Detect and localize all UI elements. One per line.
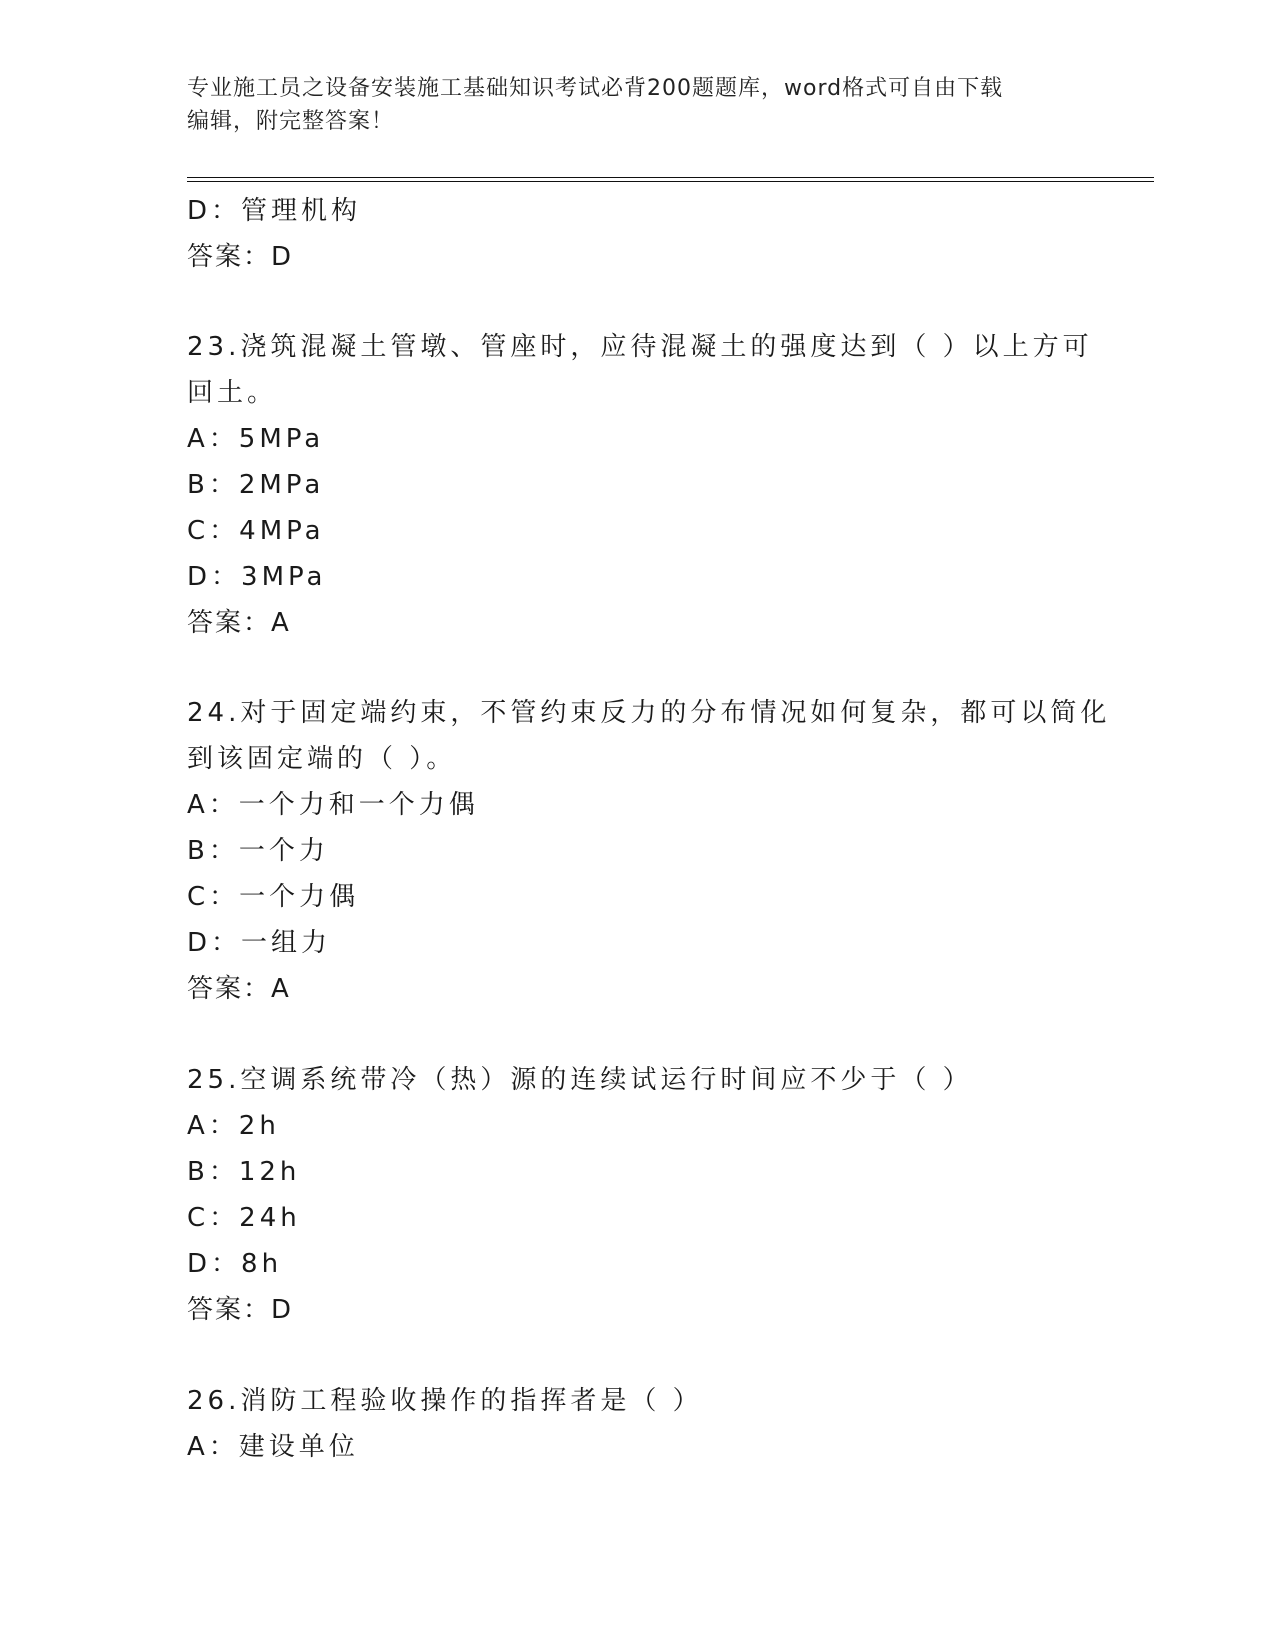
- option-b: B：一个力: [187, 836, 329, 866]
- header-line-1: 专业施工员之设备安装施工基础知识考试必背200题题库，word格式可自由下载: [187, 76, 1004, 101]
- question-25: [187, 1057, 1087, 1333]
- answer: 答案：D: [187, 242, 294, 272]
- question-26: [187, 1378, 1087, 1470]
- option-a: A：建设单位: [187, 1432, 359, 1462]
- question-stem-cont: 到该固定端的（ ）。: [187, 744, 457, 774]
- answer: 答案：A: [187, 974, 291, 1004]
- option-c: C：一个力偶: [187, 882, 360, 912]
- header-line-2: 编辑，附完整答案！: [187, 109, 395, 134]
- document-body: [187, 188, 1111, 1470]
- option-b: B：2MPa: [187, 470, 325, 500]
- document-header: [187, 72, 1087, 138]
- option-d: D：3MPa: [187, 562, 327, 592]
- header-divider-bottom: [187, 181, 1154, 182]
- option-b: B：12h: [187, 1157, 301, 1187]
- answer: 答案：D: [187, 1295, 294, 1325]
- option-c: C：4MPa: [187, 516, 325, 546]
- question-stem: 25.空调系统带冷（热）源的连续试运行时间应不少于（ ）: [187, 1065, 973, 1095]
- option-d: D：一组力: [187, 928, 332, 958]
- question-stem: 26.消防工程验收操作的指挥者是（ ）: [187, 1386, 703, 1416]
- header-divider-top: [187, 177, 1154, 178]
- option-d: D：管理机构: [187, 196, 362, 226]
- option-a: A：一个力和一个力偶: [187, 790, 479, 820]
- question-stem: 24.对于固定端约束，不管约束反力的分布情况如何复杂，都可以简化: [187, 698, 1111, 728]
- option-c: C：24h: [187, 1203, 301, 1233]
- answer: 答案：A: [187, 608, 291, 638]
- option-a: A：5MPa: [187, 424, 325, 454]
- question-stem: 23.浇筑混凝土管墩、管座时，应待混凝土的强度达到（ ）以上方可: [187, 332, 1093, 362]
- question-stem-cont: 回土。: [187, 378, 278, 408]
- option-d: D：8h: [187, 1249, 283, 1279]
- question-24: [187, 690, 1111, 1012]
- question-23: [187, 324, 1093, 646]
- option-a: A：2h: [187, 1111, 280, 1141]
